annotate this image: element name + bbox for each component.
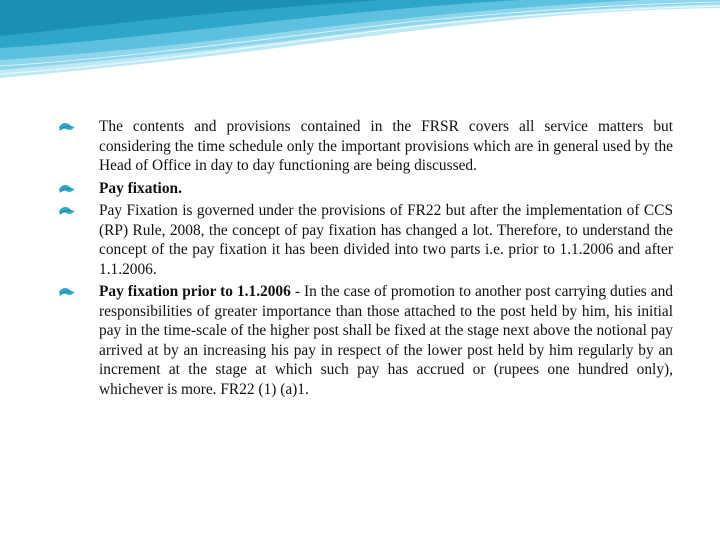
bullet-ornament-icon — [58, 121, 76, 133]
bullet-item — [58, 179, 673, 199]
header-wave-decoration — [0, 0, 720, 90]
bullet-ornament-icon — [58, 205, 76, 217]
bullet-item — [58, 282, 673, 399]
bullet-ornament-icon — [58, 286, 76, 298]
bullet-item — [58, 201, 673, 279]
bullet-heading: Pay fixation. — [99, 179, 182, 197]
bullet-item — [58, 117, 673, 176]
bullet-lead-heading: Pay fixation prior to 1.1.2006 — [99, 283, 291, 300]
bullet-text: The contents and provisions contained in the FRSR covers all service matters but considering the time schedule only the important provisions which are in general used by the Head of Office in day to day functioning are being discussed. — [99, 118, 673, 174]
bullet-list — [58, 117, 673, 399]
bullet-text: - In the case of promotion to another post carrying duties and responsibilities of greater importance than those attached to the post held by him, his initial pay in the time-scale of the higher post shall be fixed at the stage next above the notional pay arrived at by an increasing his pay in respect of the lower post held by him regularly by an increment at the stage at which such pay has accrued or (rupees one hundred only), whichever is more. FR22 (1) (a)1. — [99, 283, 673, 398]
bullet-ornament-icon — [58, 183, 76, 195]
bullet-text: Pay Fixation is governed under the provisions of FR22 but after the implementation of CCS (RP) Rule, 2008, the concept of pay fixation has changed a lot. Therefore, to understand the concept of the pay fixation it has been divided into two parts i.e. prior to 1.1.2006 and after 1.1.2006. — [99, 202, 673, 278]
